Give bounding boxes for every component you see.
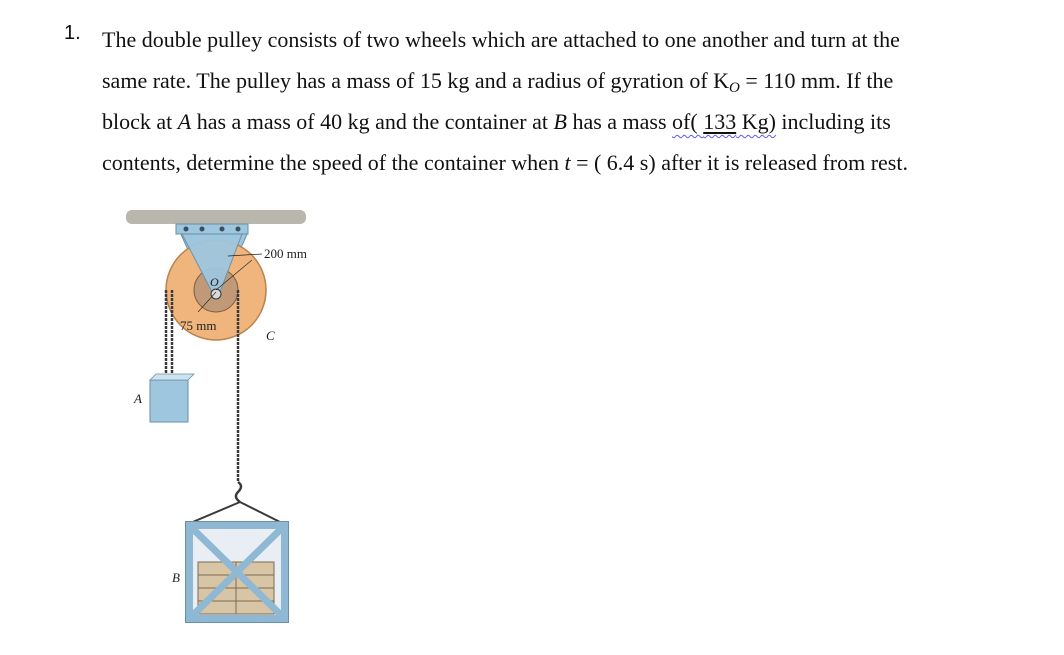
mass-value: 133 (703, 109, 737, 134)
label-o: O (210, 275, 219, 289)
text-segment: has a mass of 40 kg and the container at (191, 109, 554, 134)
text-segment: has a mass (566, 109, 673, 134)
problem-line-2 (102, 66, 893, 103)
pulley-figure (118, 200, 348, 650)
text-segment: = ( 6.4 s) after it is released from rest. (570, 150, 908, 175)
problem-line-4 (102, 148, 908, 178)
problem-number: 1. (64, 22, 81, 44)
label-200mm: 200 mm (264, 246, 307, 261)
subscript-o: O (729, 80, 740, 96)
var-b: B (553, 109, 567, 134)
hook (236, 482, 241, 502)
ceiling (126, 210, 306, 224)
label-b: B (172, 570, 180, 585)
text-segment: contents, determine the speed of the container when (102, 150, 565, 175)
label-c: C (266, 328, 275, 343)
problem-line-1: The double pulley consists of two wheels which are attached to one another and turn at the (102, 27, 900, 52)
var-t: t (564, 150, 571, 175)
axle (211, 289, 221, 299)
text-segment: block at (102, 109, 178, 134)
problem-line-3 (102, 107, 891, 137)
var-a: A (177, 109, 192, 134)
label-a: A (134, 391, 142, 406)
block-a (150, 380, 188, 422)
mass-value-group (672, 109, 776, 134)
pulley-diagram (118, 200, 348, 650)
text-segment: of( (672, 109, 704, 134)
text-segment: same rate. The pulley has a mass of 15 kg and a radius of gyration of K (102, 68, 730, 93)
text-segment: Kg) (736, 109, 776, 134)
label-75mm: 75 mm (180, 318, 217, 333)
text-segment: including its (775, 109, 891, 134)
text-segment: = 110 mm. If the (739, 68, 894, 93)
